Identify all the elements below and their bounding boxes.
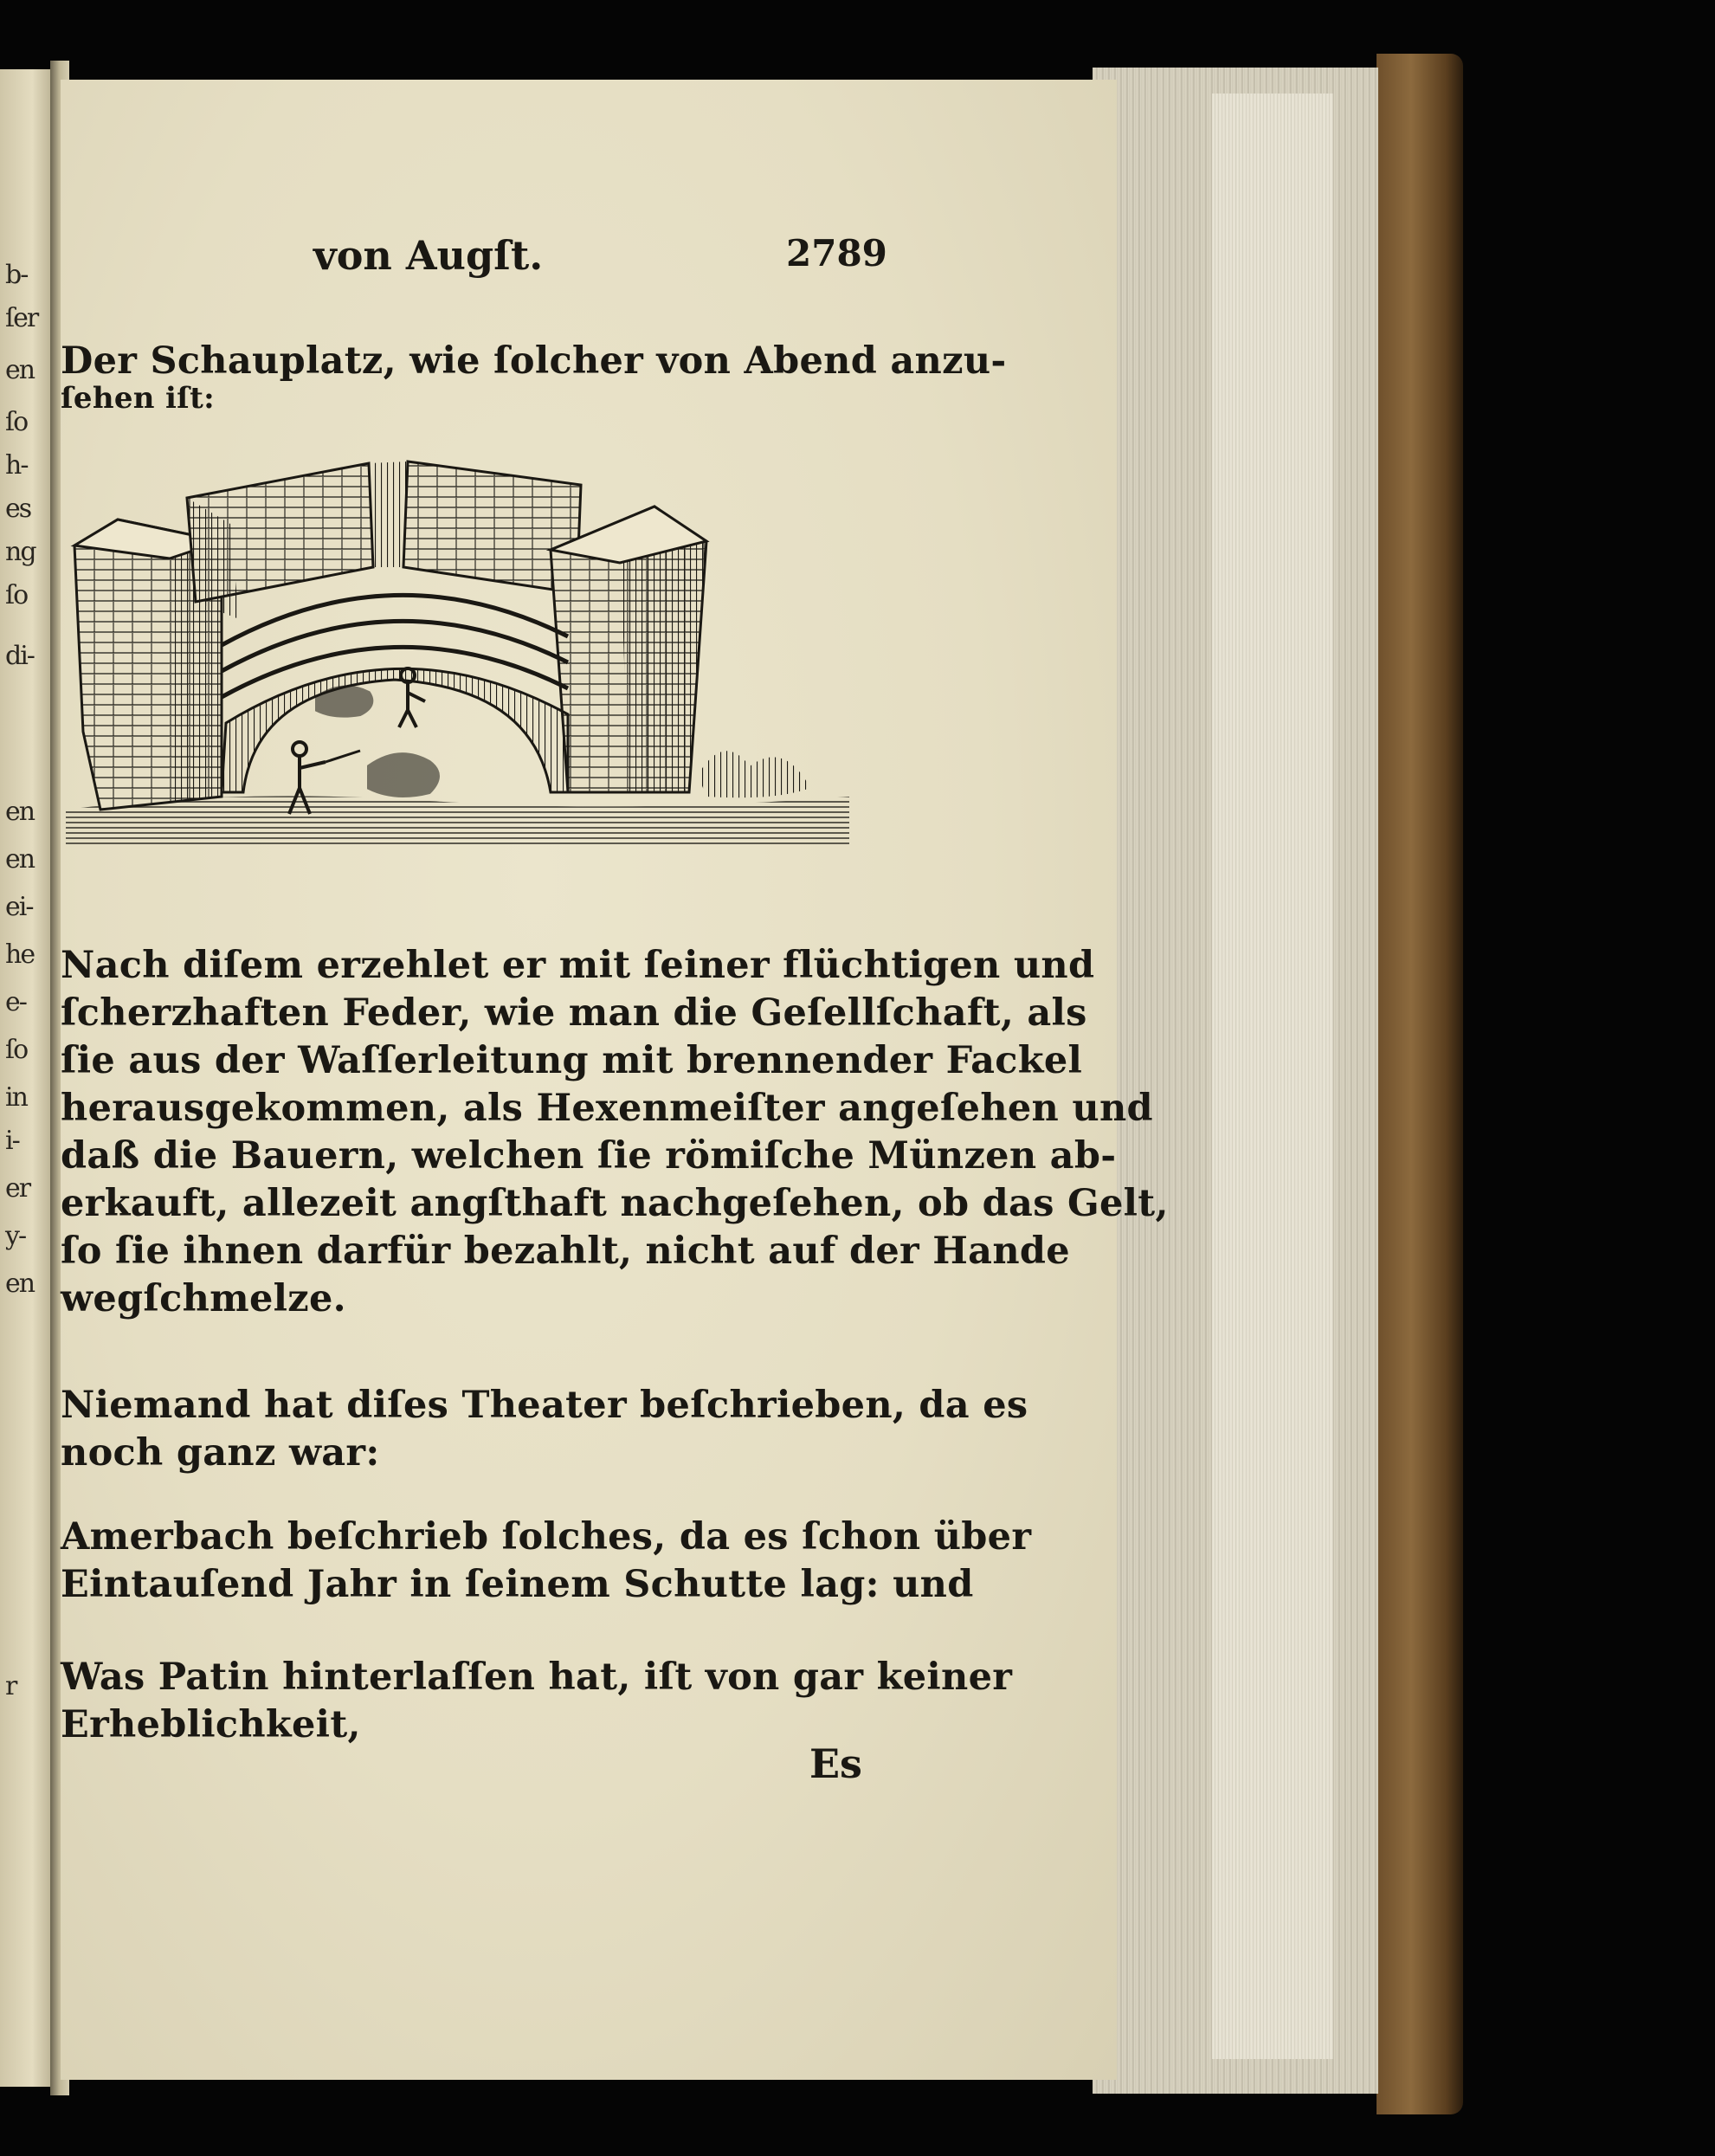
page-number: 2789 xyxy=(786,232,887,274)
paragraph-line: Amerbach beſchrieb ſolches, da es ſchon über xyxy=(61,1515,1032,1559)
left-page-fragment: he xyxy=(5,939,35,970)
left-page-fragment: es xyxy=(5,494,31,524)
running-header-title: von Augſt. xyxy=(313,232,544,279)
left-page-fragment: h- xyxy=(5,450,28,481)
left-facing-page xyxy=(0,69,54,2087)
left-page-fragment: en xyxy=(5,1268,35,1299)
bush xyxy=(698,751,810,797)
catchword: Es xyxy=(809,1740,862,1787)
paragraph-line: Eintauſend Jahr in ſeinem Schutte lag: und xyxy=(61,1563,974,1606)
paragraph-line: Was Patin hinterlaſſen hat, iſt von gar keiner xyxy=(61,1656,1013,1699)
paragraph-line: herausgekommen, als Hexenmeiſter angeſehen und xyxy=(61,1087,1153,1130)
amphitheatre-woodcut xyxy=(66,446,854,844)
paragraph-line: daß die Bauern, welchen ſie römiſche Münzen ab- xyxy=(61,1134,1117,1178)
page-stack-highlight xyxy=(1212,94,1333,2059)
left-page-fragment: r xyxy=(5,1671,16,1701)
left-page-fragment: ng xyxy=(5,537,35,567)
left-page-fragment: en xyxy=(5,797,35,827)
paragraph-line: ſcherzhaften Feder, wie man die Geſellſchaft, als xyxy=(61,991,1087,1035)
left-page-fragment: ſo xyxy=(5,1035,28,1065)
left-page-fragment: er xyxy=(5,1173,30,1204)
paragraph-line: noch ganz war: xyxy=(61,1431,380,1475)
caption-line: Der Schauplatz, wie ſolcher von Abend anzu- xyxy=(61,339,1007,383)
left-page-fragment: in xyxy=(5,1082,27,1113)
book-cover-edge xyxy=(1377,54,1463,2114)
caption-line: ſehen iſt: xyxy=(61,381,215,416)
left-page-fragment: e- xyxy=(5,987,26,1017)
paragraph-line: ſie aus der Waſſerleitung mit brennender Fackel xyxy=(61,1039,1083,1082)
paragraph-line: erkauft, allezeit angſthaft nachgeſehen, ob das Gelt, xyxy=(61,1182,1169,1225)
paragraph-line: ſo ſie ihnen darfür bezahlt, nicht auf der Hande xyxy=(61,1230,1070,1273)
paragraph-line: Niemand hat diſes Theater beſchrieben, da es xyxy=(61,1384,1028,1427)
left-page-fragment: i- xyxy=(5,1126,19,1156)
left-page-fragment: en xyxy=(5,355,35,385)
ground xyxy=(66,796,849,844)
left-page-fragment: b- xyxy=(5,260,28,290)
left-page-fragment: ſer xyxy=(5,303,38,333)
left-page-fragment: ei- xyxy=(5,892,33,922)
paragraph-line: wegſchmelze. xyxy=(61,1277,346,1320)
left-page-fragment: y- xyxy=(5,1221,26,1251)
left-page-fragment: ſo xyxy=(5,407,28,437)
left-page-fragment: di- xyxy=(5,641,34,671)
paragraph-line: Erheblichkeit, xyxy=(61,1703,361,1746)
left-page-fragment: ſo xyxy=(5,580,28,610)
right-tower-shade xyxy=(620,533,706,792)
left-page-fragment: en xyxy=(5,844,35,875)
rear-block-gap xyxy=(369,462,408,567)
paragraph-line: Nach diſem erzehlet er mit ſeiner flüchtigen und xyxy=(61,944,1095,987)
